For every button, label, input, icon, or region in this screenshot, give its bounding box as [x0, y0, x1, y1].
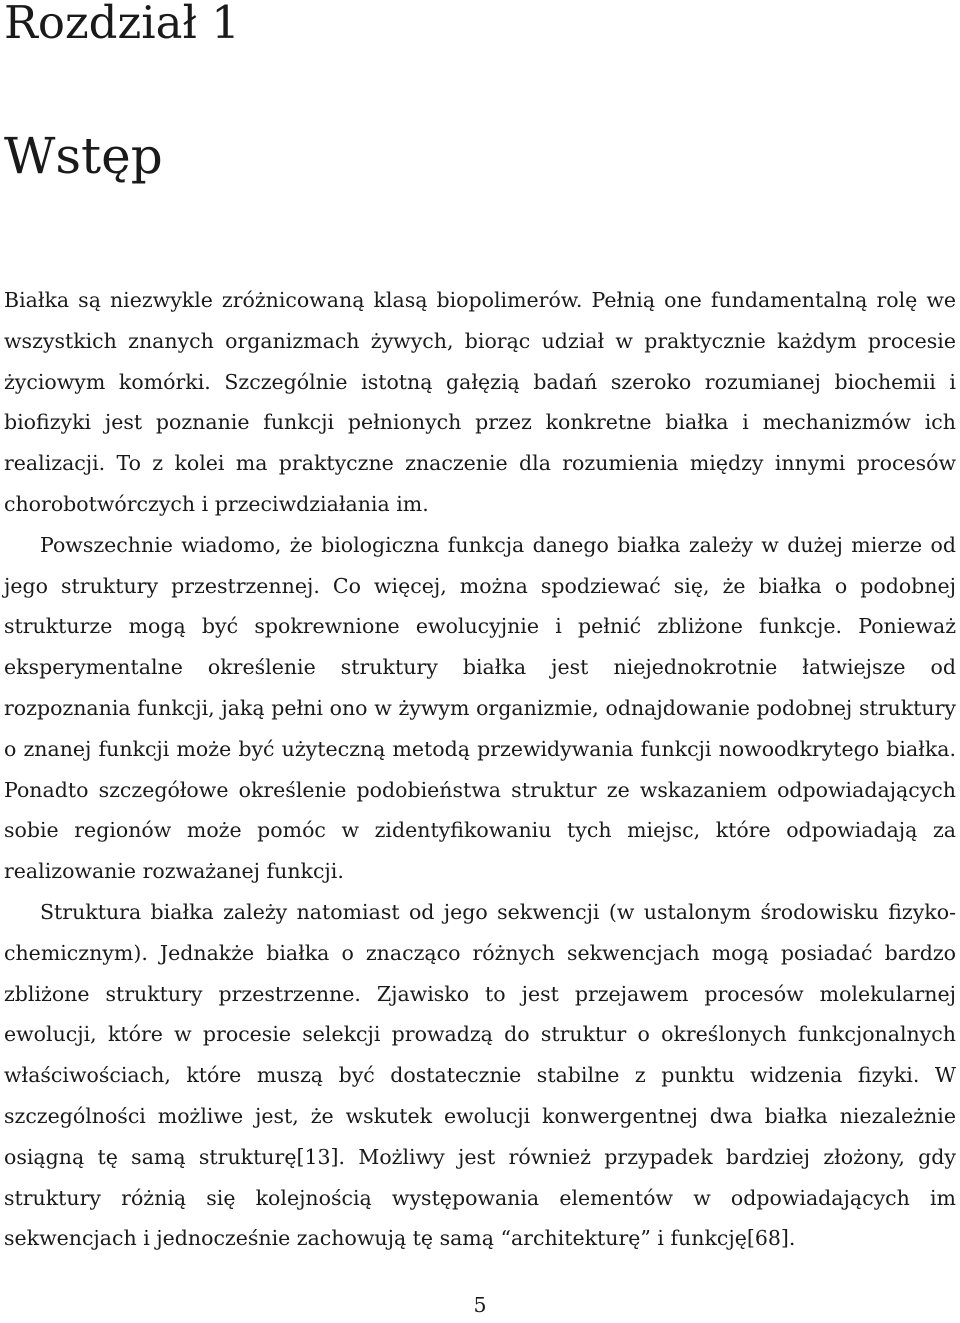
chapter-title: Wstęp	[4, 127, 163, 185]
paragraph-sequence-structure: Struktura białka zależy natomiast od jego sekwencji (w ustalonym środowisku fizyko-chemicznym). Jednakże białka o znacząco różnych sekwencjach mogą posiadać bardzo zbliżone struktury przestrzenne. Zjawisko to jest przejawem procesów molekularnej ewolucji, które w procesie selekcji prowadzą do struktur o określonych funkcjonalnych właściwościach, które muszą być dostatecznie stabilne z punktu widzenia fizyki. W szczególności możliwe jest, że wskutek ewolucji konwergentnej dwa białka niezależnie osiągną tę samą strukturę[13]. Możliwy jest również przypadek bardziej złożony, gdy struktury różnią się kolejnością występowania elementów w odpowiadających im sekwencjach i jednocześnie zachowują tę samą “architekturę” i funkcję[68].	[4, 899, 956, 1251]
chapter-label: Rozdział 1	[4, 0, 240, 49]
page-number: 5	[473, 1293, 487, 1317]
paragraph-intro: Białka są niezwykle zróżnicowaną klasą biopolimerów. Pełnią one fundamentalną rolę we wszystkich znanych organizmach żywych, biorąc udział w praktycznie każdym procesie życiowym komórki. Szczególnie istotną gałęzią badań szeroko rozumianej biochemii i biofizyki jest poznanie funkcji pełnionych przez konkretne białka i mechanizmów ich realizacji. To z kolei ma praktyczne znaczenie dla rozumienia między innymi procesów chorobotwórczych i przeciwdziałania im.	[4, 288, 956, 516]
chapter-body	[4, 280, 956, 1259]
paragraph-structure-function: Powszechnie wiadomo, że biologiczna funkcja danego białka zależy w dużej mierze od jego struktury przestrzennej. Co więcej, można spodziewać się, że białka o podobnej strukturze mogą być spokrewnione ewolucyjnie i pełnić zbliżone funkcje. Ponieważ eksperymentalne określenie struktury białka jest niejednokrotnie łatwiejsze od rozpoznania funkcji, jaką pełni ono w żywym organizmie, odnajdowanie podobnej struktury o znanej funkcji może być użyteczną metodą przewidywania funkcji nowoodkrytego białka. Ponadto szczegółowe określenie podobieństwa struktur ze wskazaniem odpowiadających sobie regionów może pomóc w zidentyfikowaniu tych miejsc, które odpowiadają za realizowanie rozważanej funkcji.	[4, 532, 956, 884]
